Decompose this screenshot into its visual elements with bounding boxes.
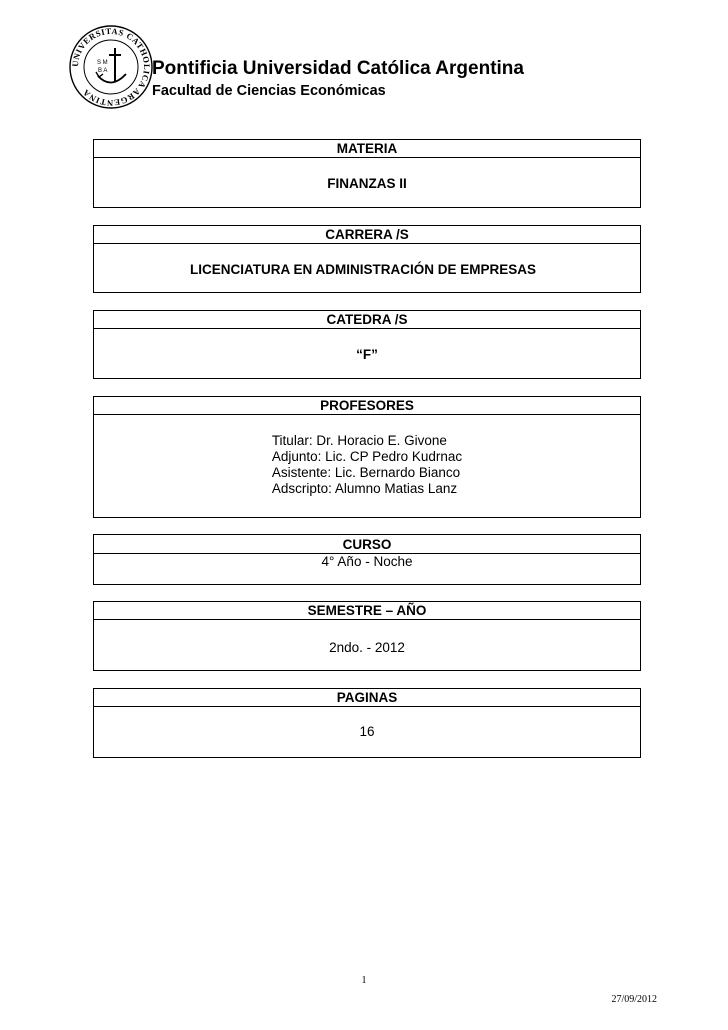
semestre-value: 2ndo. - 2012: [329, 640, 405, 655]
catedra-box: [93, 310, 641, 379]
materia-value: FINANZAS II: [327, 176, 407, 191]
svg-text:B A: B A: [98, 68, 108, 74]
professor-adscripto: Adscripto: Alumno Matias Lanz: [271, 481, 458, 496]
institution-name: Pontificia Universidad Católica Argentina: [152, 58, 524, 79]
profesores-box: [93, 396, 641, 518]
page-number: 1: [361, 975, 367, 986]
materia-box: [93, 139, 641, 208]
semestre-box: [93, 601, 641, 671]
university-seal-logo: [68, 24, 154, 110]
svg-text:S M: S M: [97, 60, 108, 66]
paginas-value: 16: [359, 724, 375, 739]
paginas-label: PAGINAS: [94, 689, 640, 707]
catedra-label: CATEDRA /S: [94, 311, 640, 329]
semestre-label: SEMESTRE – AÑO: [94, 602, 640, 620]
catedra-value: “F”: [356, 347, 378, 362]
curso-box: [93, 534, 641, 585]
profesores-label: PROFESORES: [94, 397, 640, 415]
faculty-name: Facultad de Ciencias Económicas: [152, 83, 386, 99]
profesores-body: [94, 415, 640, 497]
professor-titular: Titular: Dr. Horacio E. Givone: [271, 433, 447, 448]
professor-adjunto: Adjunto: Lic. CP Pedro Kudrnac: [271, 449, 463, 464]
carrera-label: CARRERA /S: [94, 226, 640, 244]
svg-text:UNIVERSITAS CATHOLICA ARGENTIN: UNIVERSITAS CATHOLICA ARGENTINA: [69, 25, 153, 109]
carrera-box: [93, 225, 641, 293]
curso-value: 4° Año - Noche: [321, 554, 413, 569]
curso-label: CURSO: [342, 537, 392, 552]
carrera-value: LICENCIATURA EN ADMINISTRACIÓN DE EMPRESAS: [189, 262, 536, 277]
paginas-box: [93, 688, 641, 758]
professor-asistente: Asistente: Lic. Bernardo Bianco: [271, 465, 461, 480]
professor-list: [272, 433, 462, 497]
footer-date: 27/09/2012: [611, 994, 657, 1005]
materia-label: MATERIA: [94, 140, 640, 158]
